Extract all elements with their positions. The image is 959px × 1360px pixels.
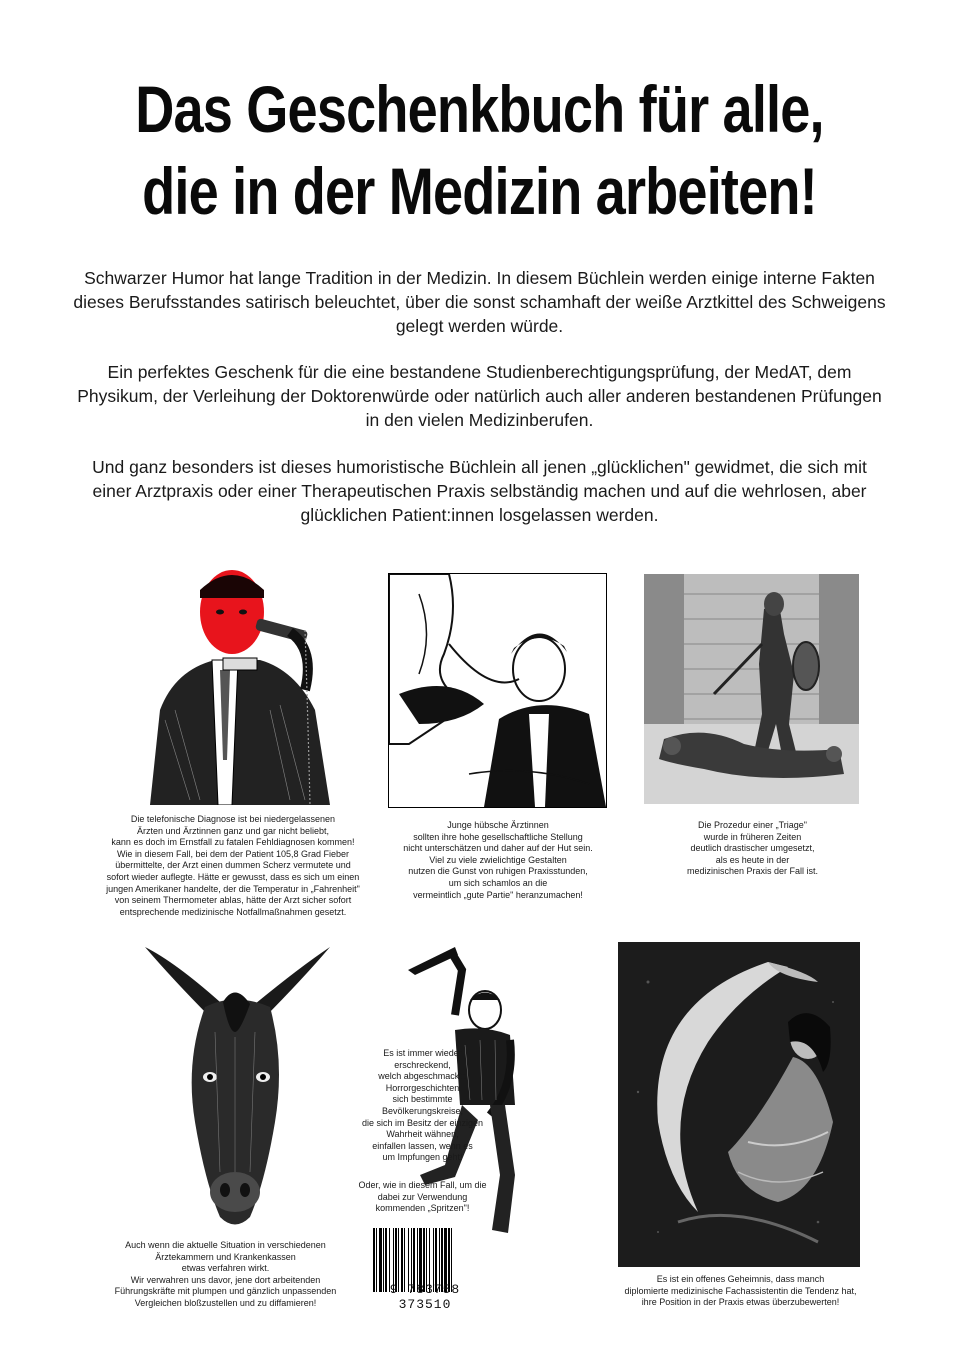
intro-paragraph-1: Schwarzer Humor hat lange Tradition in der Medizin. In diesem Büchlein werden einige interne Fakten dieses Berufsstandes satirisch beleuchtet, über die sonst schamhaft der weiße Arztkittel des Schweigens gelegt werden würde.: [73, 268, 886, 336]
donkey-illustration: [135, 942, 335, 1232]
isbn-number: 9 783758 373510: [389, 1282, 461, 1312]
horror-caption: Es ist immer wieder erschreckend, welch abgeschmackte Horrorgeschichten sich bestimmte Bevölkerungskreise, die sich im Besitz der einzigen Wahrheit wähnen, einfallen lassen, wenn es um Impfungen geht!: [361, 1048, 484, 1163]
back-cover-title: [86, 68, 872, 232]
stethoscope-doctor-illustration: [388, 573, 607, 808]
moon-caption: Es ist ein offenes Geheimnis, dass manch diplomierte medizinische Fachassistentin die Tendenz hat, ihre Position in der Praxis etwas überzubewerten!: [624, 1274, 857, 1308]
doctors-caption: Junge hübsche Ärztinnen sollten ihre hohe gesellschaftliche Stellung nicht unterschätzen und daher auf der Hut sein. Viel zu viele zwielichtige Gestalten nutzen die Gunst von ruhigen Praxisstunden, um sich schamlos an die vermeintlich „gute Partie" heranzumachen!: [403, 820, 593, 900]
moon-woman-illustration: [618, 942, 860, 1267]
donkey-caption: Auch wenn die aktuelle Situation in verschiedenen Ärztekammern und Krankenkassen etwas verfahren wirkt. Wir verwahren uns davor, jene dort arbeitenden Führungskräfte mit plumpen und gänzlich unpassenden Vergleichen bloßzustellen und zu diffamieren!: [114, 1240, 337, 1308]
intro-paragraph-2: Ein perfektes Geschenk für die eine bestandene Studienberechtigungsprüfung, der MedAT, dem Physikum, der Verleihung der Doktorenwürde oder natürlich auch aller anderen bestandenen Prüfungen in den vielen Medizinberufen.: [77, 362, 882, 430]
isbn-barcode: [367, 1222, 483, 1314]
intro-paragraph-3: Und ganz besonders ist dieses humoristische Büchlein all jenen „glücklichen" gewidmet, die sich mit einer Arztpraxis oder einer Therapeutischen Praxis selbständig machen und auf die wehrlosen, aber glücklichen Patient:innen losgelassen werden.: [92, 457, 867, 525]
title-line-2: die in der Medizin arbeiten!: [142, 154, 817, 228]
telephone-caption: Die telefonische Diagnose ist bei niedergelassenen Ärzten und Ärztinnen ganz und gar nicht beliebt, kann es doch im Ernstfall zu fatalen Fehldiagnosen kommen! Wie in diesem Fall, bei dem der Patient 105,8 Grad Fieber übermittelte, der Arzt einen dummen Scherz vermutete und sofort wieder auflegte. Hätte er gewusst, dass es sich um einen jungen Amerikaner handelte, der die Temperatur in „Fahrenheit" von seinem Thermometer ablas, hätte der Arzt sicher sofort entsprechende medizinische Notfallmaßnahmen gesetzt.: [106, 814, 360, 917]
gladiator-triage-illustration: [644, 574, 859, 804]
telephone-man-illustration: [120, 560, 350, 805]
title-line-1: Das Geschenkbuch für alle,: [135, 72, 824, 146]
triage-caption: Die Prozedur einer „Triage" wurde in früheren Zeiten deutlich drastischer umgesetzt, als es heute in der medizinischen Praxis der Fall ist.: [686, 820, 819, 877]
syringe-caption: Oder, wie in diesem Fall, um die dabei zur Verwendung kommenden „Spritzen"!: [358, 1180, 487, 1214]
